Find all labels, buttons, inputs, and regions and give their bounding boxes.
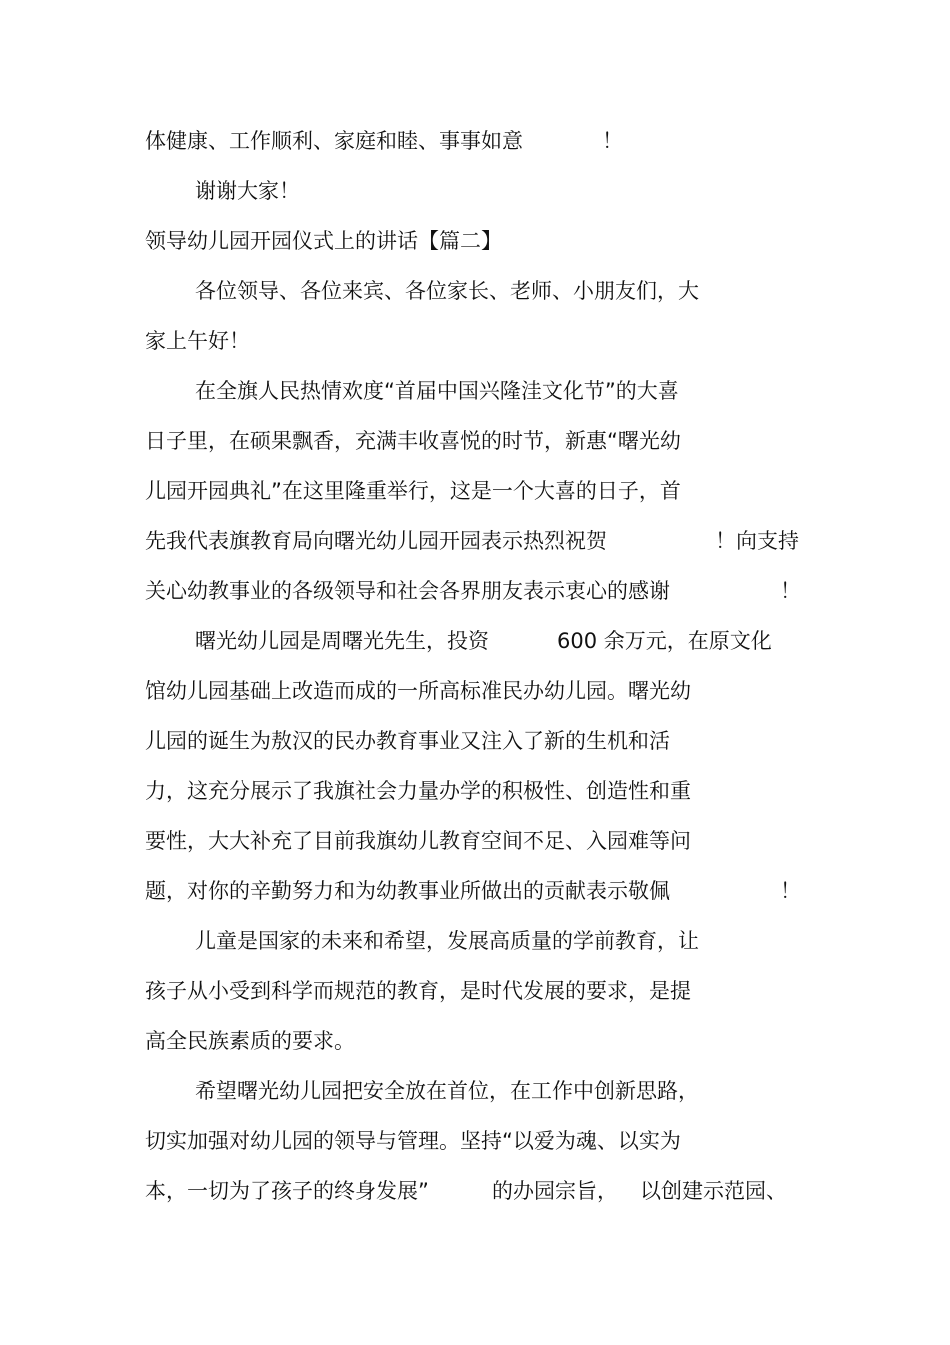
text-segment: 体健康、工作顺利、家庭和睦、事事如意 [145, 129, 523, 153]
text-segment: ！ [780, 879, 801, 903]
text-segment: ！向支持 [715, 529, 799, 553]
text-segment: 要性，大大补充了目前我旗幼儿教育空间不足、入园难等问 [145, 829, 691, 853]
text-segment: 高全民族素质的要求。 [145, 1029, 355, 1053]
text-segment: 儿园开园典礼”在这里隆重举行，这是一个大喜的日子，首 [145, 479, 681, 503]
text-segment: 在全旗人民热情欢度“首届中国兴隆洼文化节”的大喜 [195, 379, 679, 403]
text-segment: 先我代表旗教育局向曙光幼儿园开园表示热烈祝贺 [145, 529, 607, 553]
text-segment: ！ [602, 129, 623, 153]
text-segment: ！ [780, 579, 801, 603]
text-segment: 馆幼儿园基础上改造而成的一所高标准民办幼儿园。曙光幼 [145, 679, 691, 703]
text-segment: 600 余万元，在原文化 [557, 629, 772, 653]
text-segment: 儿童是国家的未来和希望，发展高质量的学前教育，让 [195, 929, 699, 953]
text-segment: 题，对你的辛勤努力和为幼教事业所做出的贡献表示敬佩 [145, 879, 670, 903]
text-segment: 希望曙光幼儿园把安全放在首位，在工作中创新思路， [195, 1079, 699, 1103]
text-segment: 力，这充分展示了我旗社会力量办学的积极性、创造性和重 [145, 779, 691, 803]
text-segment: 家上午好！ [145, 329, 250, 353]
text-segment: 以创建示范园、 [640, 1179, 787, 1203]
text-segment: 的办园宗旨， [492, 1179, 618, 1203]
text-segment: 日子里，在硕果飘香，充满丰收喜悦的时节，新惠“曙光幼 [145, 429, 681, 453]
text-segment: 儿园的诞生为敖汉的民办教育事业又注入了新的生机和活 [145, 729, 670, 753]
text-segment: 切实加强对幼儿园的领导与管理。坚持“以爱为魂、以实为 [145, 1129, 681, 1153]
text-segment: 本，一切为了孩子的终身发展” [145, 1179, 429, 1203]
text-segment: 关心幼教事业的各级领导和社会各界朋友表示衷心的感谢 [145, 579, 670, 603]
text-segment: 孩子从小受到科学而规范的教育，是时代发展的要求，是提 [145, 979, 691, 1003]
text-segment: 领导幼儿园开园仪式上的讲话【篇二】 [145, 229, 502, 253]
text-segment: 曙光幼儿园是周曙光先生，投资 [195, 629, 489, 653]
text-segment: 谢谢大家！ [195, 179, 300, 203]
text-segment: 各位领导、各位来宾、各位家长、老师、小朋友们，大 [195, 279, 699, 303]
